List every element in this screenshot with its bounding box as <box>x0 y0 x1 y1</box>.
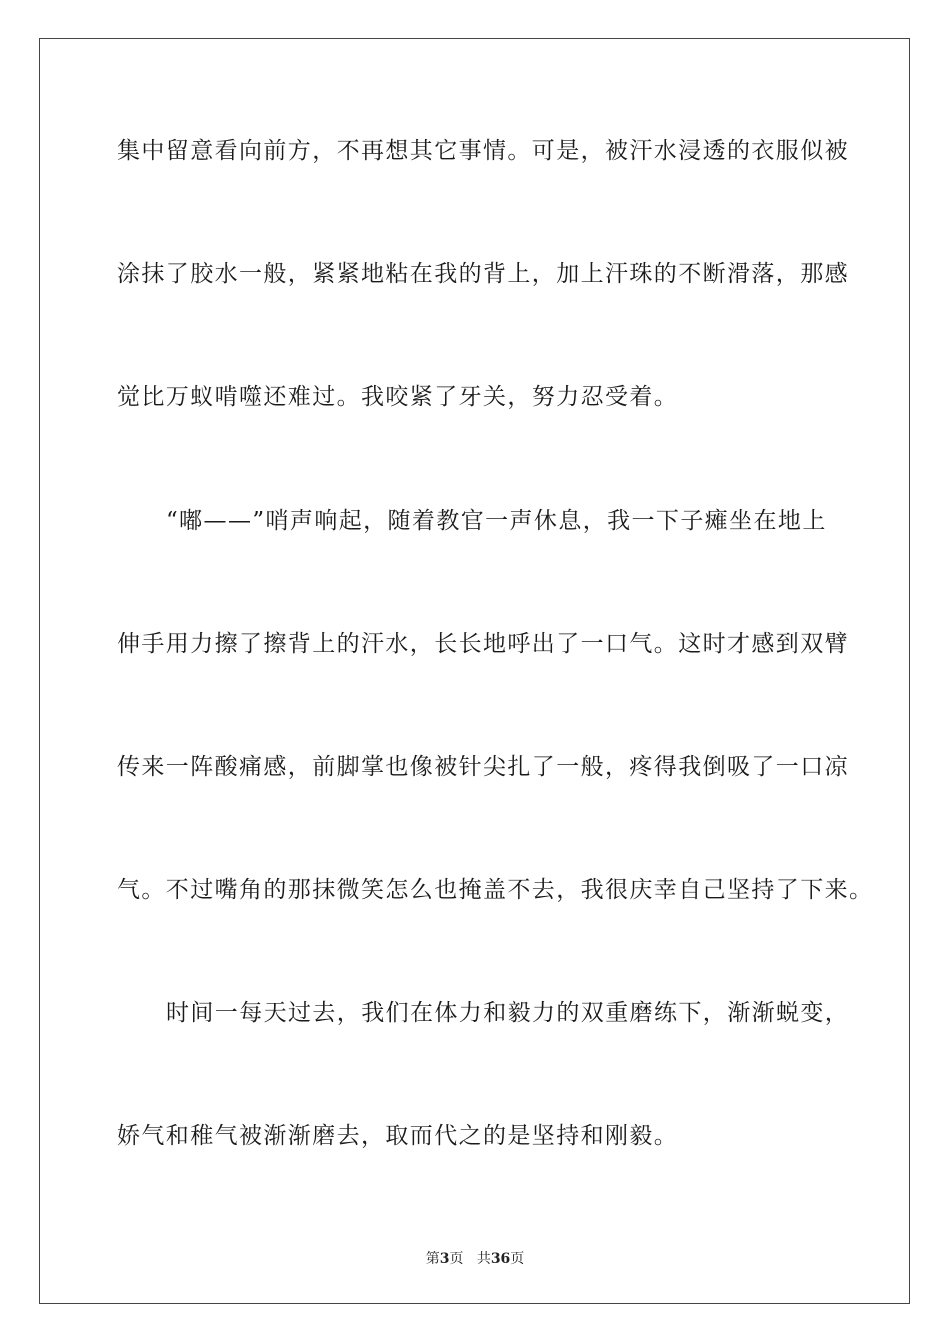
paragraph-line-8: 时间一每天过去，我们在体力和毅力的双重磨练下，渐渐蜕变， <box>166 1000 850 1026</box>
paragraph-line-6: 传来一阵酸痛感，前脚掌也像被针尖扎了一般，疼得我倒吸了一口凉 <box>117 754 849 780</box>
paragraph-line-2: 涂抹了胶水一般，紧紧地粘在我的背上，加上汗珠的不断滑落，那感 <box>117 261 849 287</box>
total-prefix: 共 <box>476 1251 491 1267</box>
page-suffix: 页 <box>449 1251 464 1267</box>
paragraph-line-9: 娇气和稚气被渐渐磨去，取而代之的是坚持和刚毅。 <box>117 1123 679 1149</box>
paragraph-line-7: 气。不过嘴角的那抹微笑怎么也掩盖不去，我很庆幸自己坚持了下来。 <box>117 877 874 903</box>
paragraph-line-1: 集中留意看向前方，不再想其它事情。可是，被汗水浸透的衣服似被 <box>117 138 849 164</box>
total-pages: 36 <box>490 1251 511 1267</box>
page-prefix: 第 <box>425 1251 440 1267</box>
page-number: 3 <box>439 1251 450 1267</box>
total-suffix: 页 <box>510 1251 525 1267</box>
paragraph-line-4: “嘟——”哨声响起，随着教官一声休息，我一下子瘫坐在地上 <box>166 508 827 534</box>
page-frame <box>39 38 910 1304</box>
paragraph-line-5: 伸手用力擦了擦背上的汗水，长长地呼出了一口气。这时才感到双臂 <box>117 631 849 657</box>
page-footer <box>0 1248 950 1268</box>
paragraph-line-3: 觉比万蚁啃噬还难过。我咬紧了牙关，努力忍受着。 <box>117 384 679 410</box>
